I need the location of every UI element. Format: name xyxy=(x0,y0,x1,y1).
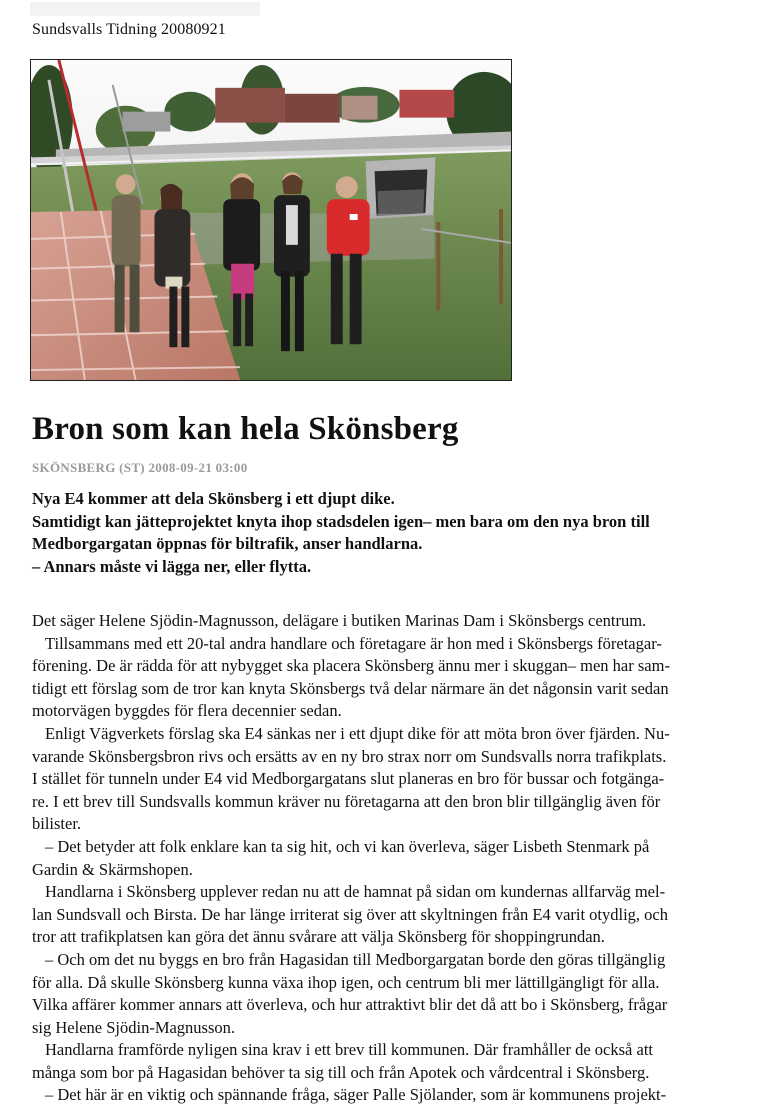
photo-illustration xyxy=(31,60,511,380)
article-byline: SKÖNSBERG (ST) 2008-09-21 03:00 xyxy=(32,460,248,475)
body-line: Det säger Helene Sjödin-Magnusson, delägare i butiken Marinas Dam i Skönsbergs centrum. xyxy=(32,611,647,630)
body-line: bilister. xyxy=(32,814,82,834)
article-body xyxy=(32,610,764,1107)
body-line: för alla. Då skulle Skönsberg kunna växa ihop igen, och centrum bli mer lättillgängligt för alla. xyxy=(32,972,660,992)
article-photo xyxy=(30,59,512,381)
lead-line: Nya E4 kommer att dela Skönsberg i ett djupt dike. xyxy=(32,489,395,508)
body-line: tidigt ett förslag som de tror kan knyta Skönsbergs två delar närmare än det någonsin varit sedan xyxy=(32,678,669,698)
body-line: I stället för tunneln under E4 vid Medborgargatans slut planeras en bro för bussar och fotgänga- xyxy=(32,769,665,789)
body-line: tror att trafikplatsen kan göra det ännu svårare att välja Skönsberg för shoppingrundan. xyxy=(32,927,605,947)
body-line: förening. De är rädda för att nybygget ska placera Skönsberg ännu mer i skuggan– men har sam- xyxy=(32,656,670,676)
body-line: Vilka affärer kommer annars att överleva, och hur attraktivt blir det då att bo i Skönsberg, frågar xyxy=(32,995,668,1015)
body-line: sig Helene Sjödin-Magnusson. xyxy=(32,1017,236,1037)
body-line: Tillsammans med ett 20-tal andra handlare och företagare är hon med i Skönsbergs företagar- xyxy=(45,633,662,653)
newspaper-source: Sundsvalls Tidning 20080921 xyxy=(32,21,226,38)
body-line: Enligt Vägverkets förslag ska E4 sänkas ner i ett djupt dike för att möta bron över fjärden. Nu- xyxy=(45,723,670,743)
body-line: Handlarna framförde nyligen sina krav i ett brev till kommunen. Där framhåller de också att xyxy=(45,1040,653,1060)
body-line: re. I ett brev till Sundsvalls kommun kräver nu företagarna att den bron blir tillgänglig även för xyxy=(32,791,661,811)
body-line: Gardin & Skärmshopen. xyxy=(32,859,193,879)
lead-line: Samtidigt kan jätteprojektet knyta ihop stadsdelen igen– men bara om den nya bron till xyxy=(32,511,650,531)
lead-line: – Annars måste vi lägga ner, eller flytta. xyxy=(32,556,312,576)
body-line: många som bor på Hagasidan behöver ta sig till och från Apotek och vårdcentral i Skönsberg. xyxy=(32,1062,650,1082)
clipping-header-band xyxy=(30,2,260,16)
lead-line: Medborgargatan öppnas för biltrafik, anser handlarna. xyxy=(32,534,423,553)
body-line: varande Skönsbergsbron rivs och ersätts av en ny bro strax norr om Sundsvalls norra trafikplats. xyxy=(32,746,667,766)
body-line: – Det betyder att folk enklare kan ta sig hit, och vi kan överleva, säger Lisbeth Stenmark på xyxy=(45,836,650,856)
body-line: – Det här är en viktig och spännande fråga, säger Palle Sjölander, som är kommunens projekt- xyxy=(45,1085,667,1105)
body-line: Handlarna i Skönsberg upplever redan nu att de hamnat på sidan om kundernas allfarväg mel- xyxy=(45,882,666,902)
article-headline: Bron som kan hela Skönsberg xyxy=(32,411,459,447)
body-line: motorvägen byggdes för flera decennier sedan. xyxy=(32,701,342,721)
body-line: lan Sundsvall och Birsta. De har länge irriterat sig över att skyltningen från E4 varit otydlig, och xyxy=(32,904,669,924)
tunnel-entrance xyxy=(366,157,436,219)
article-lead xyxy=(32,488,762,578)
body-line: – Och om det nu byggs en bro från Hagasidan till Medborgargatan borde den göras tillgänglig xyxy=(45,949,666,969)
